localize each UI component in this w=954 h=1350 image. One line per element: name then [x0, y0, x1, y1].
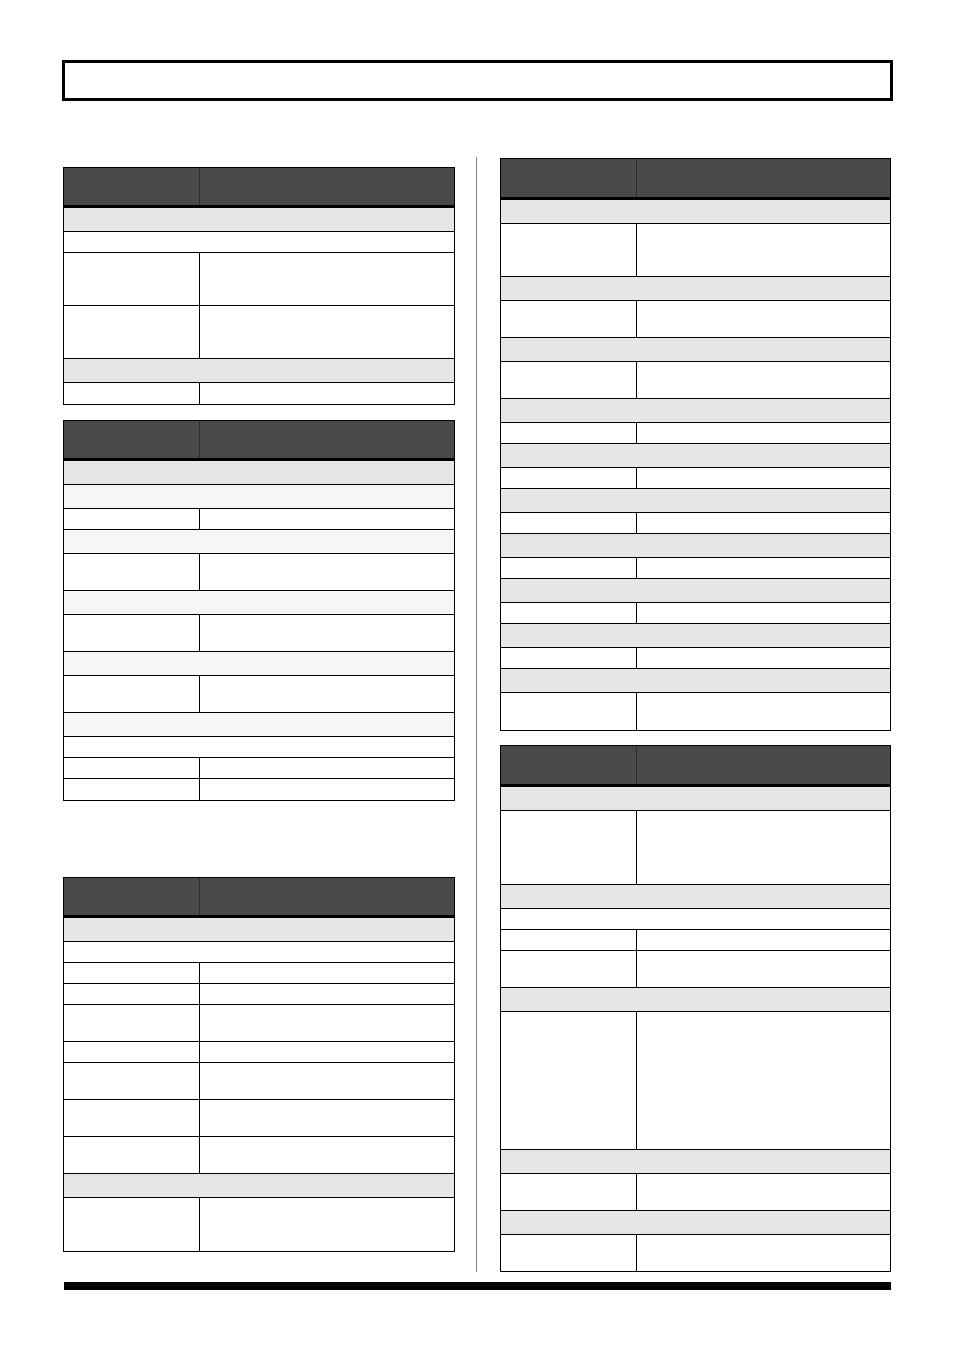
table-row [64, 253, 454, 306]
page-header-box [62, 60, 893, 101]
subsection-row [64, 591, 454, 615]
param-cell [64, 1005, 200, 1041]
value-cell [200, 1100, 454, 1136]
value-cell [637, 224, 890, 276]
table-row [64, 1005, 454, 1042]
value-cell [637, 1174, 890, 1210]
section-row [501, 579, 890, 603]
param-cell [64, 779, 200, 800]
parameter-table-left-3 [63, 877, 455, 1252]
value-cell [637, 693, 890, 730]
table-row [64, 383, 454, 404]
param-cell [501, 1235, 637, 1271]
param-cell [501, 930, 637, 950]
param-cell [64, 1042, 200, 1062]
param-cell [64, 306, 200, 358]
table-row [501, 558, 890, 579]
header-cell-value [200, 878, 454, 915]
value-cell [200, 509, 454, 529]
value-cell [200, 1063, 454, 1099]
param-cell [501, 693, 637, 730]
header-cell-value [200, 168, 454, 205]
header-cell-parameter [64, 421, 200, 458]
table-row [501, 423, 890, 444]
table-row [64, 306, 454, 359]
section-row [501, 399, 890, 423]
subsection-row [64, 652, 454, 676]
table-header-row [501, 746, 890, 787]
param-cell [501, 301, 637, 337]
value-cell [637, 468, 890, 488]
table-row [64, 1042, 454, 1063]
section-row [501, 200, 890, 224]
table-row [501, 362, 890, 399]
value-cell [200, 1198, 454, 1251]
table-row [64, 554, 454, 591]
section-row [64, 1174, 454, 1198]
value-cell [637, 1235, 890, 1271]
full-row [64, 232, 454, 253]
value-cell [200, 984, 454, 1004]
table-row [501, 1174, 890, 1211]
param-cell [501, 224, 637, 276]
table-row [501, 224, 890, 277]
value-cell [637, 301, 890, 337]
subsection-row [64, 485, 454, 509]
param-cell [501, 648, 637, 668]
table-row [64, 1100, 454, 1137]
table-row [501, 513, 890, 534]
table-row [501, 648, 890, 669]
table-row [64, 509, 454, 530]
table-row [501, 468, 890, 489]
param-cell [501, 558, 637, 578]
section-row [501, 444, 890, 468]
value-cell [200, 758, 454, 778]
param-cell [64, 1137, 200, 1173]
value-cell [637, 951, 890, 987]
value-cell [637, 513, 890, 533]
subsection-row [64, 530, 454, 554]
section-row [501, 988, 890, 1012]
value-cell [637, 603, 890, 623]
table-row [501, 693, 890, 730]
param-cell [64, 1198, 200, 1251]
section-row [501, 624, 890, 648]
header-cell-value [200, 421, 454, 458]
param-cell [501, 811, 637, 884]
table-row [501, 1012, 890, 1150]
param-cell [501, 1174, 637, 1210]
column-divider [476, 157, 477, 1272]
header-cell-parameter [64, 878, 200, 915]
param-cell [501, 513, 637, 533]
section-row [64, 918, 454, 942]
table-row [64, 779, 454, 800]
param-cell [501, 951, 637, 987]
param-cell [64, 984, 200, 1004]
param-cell [501, 468, 637, 488]
value-cell [200, 554, 454, 590]
value-cell [200, 1005, 454, 1041]
param-cell [64, 758, 200, 778]
section-row [501, 534, 890, 558]
value-cell [637, 558, 890, 578]
section-row [64, 359, 454, 383]
param-cell [501, 423, 637, 443]
header-cell-value [637, 746, 890, 784]
param-cell [64, 1063, 200, 1099]
table-row [501, 811, 890, 885]
section-row [501, 885, 890, 909]
parameter-table-left-2 [63, 420, 455, 801]
param-cell [64, 676, 200, 712]
section-row [501, 489, 890, 513]
value-cell [200, 253, 454, 305]
param-cell [64, 554, 200, 590]
value-cell [637, 811, 890, 884]
table-header-row [64, 168, 454, 208]
table-row [501, 603, 890, 624]
param-cell [64, 1100, 200, 1136]
param-cell [64, 615, 200, 651]
table-row [64, 676, 454, 713]
table-row [64, 1198, 454, 1251]
table-row [501, 951, 890, 988]
table-row [501, 930, 890, 951]
value-cell [637, 423, 890, 443]
header-cell-parameter [501, 159, 637, 197]
value-cell [637, 930, 890, 950]
param-cell [501, 1012, 637, 1149]
section-row [501, 277, 890, 301]
value-cell [200, 676, 454, 712]
table-header-row [501, 159, 890, 200]
header-cell-value [637, 159, 890, 197]
param-cell [64, 253, 200, 305]
header-cell-parameter [501, 746, 637, 784]
table-row [64, 758, 454, 779]
footer-rule [64, 1282, 891, 1290]
table-row [501, 1235, 890, 1271]
table-row [64, 963, 454, 984]
full-row [64, 942, 454, 963]
parameter-table-right-1 [500, 158, 891, 731]
value-cell [200, 779, 454, 800]
section-row [501, 787, 890, 811]
param-cell [64, 509, 200, 529]
section-row [501, 338, 890, 362]
parameter-table-right-2 [500, 745, 891, 1272]
value-cell [637, 1012, 890, 1149]
table-row [501, 301, 890, 338]
section-row [501, 1150, 890, 1174]
section-row [501, 1211, 890, 1235]
value-cell [200, 1137, 454, 1173]
subsection-row [64, 713, 454, 737]
section-row [64, 208, 454, 232]
full-row [501, 909, 890, 930]
param-cell [501, 362, 637, 398]
value-cell [200, 383, 454, 404]
param-cell [64, 383, 200, 404]
full-row [64, 737, 454, 758]
value-cell [637, 362, 890, 398]
value-cell [200, 963, 454, 983]
table-row [64, 615, 454, 652]
section-row [64, 461, 454, 485]
table-header-row [64, 421, 454, 461]
param-cell [501, 603, 637, 623]
value-cell [637, 648, 890, 668]
header-cell-parameter [64, 168, 200, 205]
parameter-table-left-1 [63, 167, 455, 405]
value-cell [200, 615, 454, 651]
value-cell [200, 1042, 454, 1062]
param-cell [64, 963, 200, 983]
section-row [501, 669, 890, 693]
table-row [64, 1137, 454, 1174]
table-row [64, 984, 454, 1005]
table-header-row [64, 878, 454, 918]
value-cell [200, 306, 454, 358]
table-row [64, 1063, 454, 1100]
